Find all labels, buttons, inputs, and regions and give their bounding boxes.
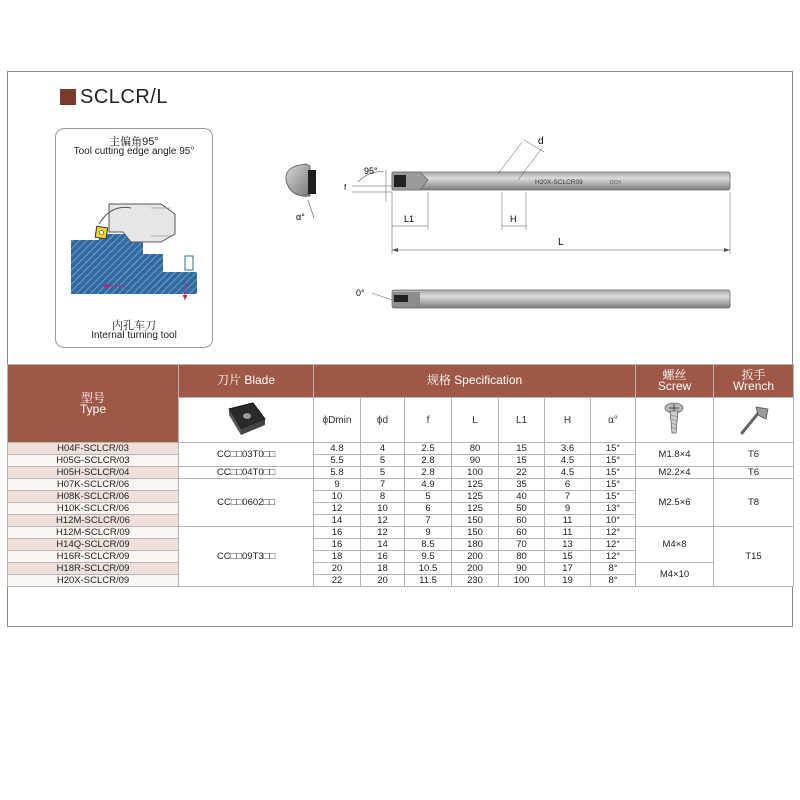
wrench-image: [714, 398, 794, 443]
table-row: H05H-SCLCR/04 CC□□04T0□□ 5.8 5 2.8 100 22 4.5 15° M2.2×4 T6: [8, 467, 794, 479]
tool-marking: H20X-SCLCR09: [535, 179, 583, 186]
insert-top: [394, 175, 406, 187]
sub-f: f: [405, 398, 452, 443]
insert-bottom: [394, 295, 408, 302]
tool-name-en: Internal turning tool: [91, 330, 177, 341]
table-row: H12M-SCLCR/09 CC□□09T3□□ 16 12 9 150 60 11 12° M4×8 T15: [8, 527, 794, 539]
d-label: d: [538, 136, 544, 147]
cutting-angle-diagram: [55, 128, 213, 348]
spec-table: [7, 364, 794, 587]
wrench-cell: T6: [714, 467, 794, 479]
table-header-row: [8, 365, 794, 398]
angle-95-label: 95°: [364, 166, 378, 176]
blade-cell: CC□□03T0□□: [179, 443, 314, 467]
screw-icon: [660, 401, 690, 437]
table-row: H12M-SCLCR/06 14 12 7 150 60 11 10°: [8, 515, 794, 527]
table-row: H16R-SCLCR/09 18 16 9.5 200 80 15 12°: [8, 551, 794, 563]
title-square-icon: [60, 89, 76, 105]
angle-caption-cn: 主偏角95°: [109, 136, 159, 148]
zero-angle-label: 0°: [356, 288, 365, 298]
sub-l1: L1: [499, 398, 545, 443]
blade-cell: CC□□04T0□□: [179, 467, 314, 479]
screw-cell: M2.2×4: [636, 467, 714, 479]
page-title: [60, 86, 168, 108]
tool-name-cn: 内孔车刀: [112, 320, 156, 332]
screw-header: 螺丝 Screw: [636, 365, 714, 398]
wrench-cell: T15: [714, 527, 794, 587]
sub-dmin: ϕDmin: [314, 398, 361, 443]
screw-cell: M4×10: [636, 563, 714, 587]
angle-caption-en: Tool cutting edge angle 95°: [73, 146, 195, 157]
spec-header: 规格 Specification: [314, 365, 636, 398]
table-row: H14Q-SCLCR/09 16 14 8.5 180 70 13 12°: [8, 539, 794, 551]
table-row: H05G-SCLCR/03 5.5 5 2.8 90 15 4.5 15°: [8, 455, 794, 467]
svg-text:DCH: DCH: [610, 180, 621, 186]
blade-cell: CC□□09T3□□: [179, 527, 314, 587]
screw-cell: M1.8×4: [636, 443, 714, 467]
table-row: H07K-SCLCR/06 CC□□0602□□ 9 7 4.9 125 35 6 15° M2.5×6 T8: [8, 479, 794, 491]
table-row: H04F-SCLCR/03 CC□□03T0□□ 4.8 4 2.5 80 15 3.6 15° M1.8×4 T6: [8, 443, 794, 455]
screw-image: [636, 398, 714, 443]
alpha-label: α°: [296, 212, 305, 222]
insert-blade-icon: [223, 399, 269, 439]
sub-alpha: α°: [591, 398, 636, 443]
blade-cell: CC□□0602□□: [179, 479, 314, 527]
blade-header: 刀片 Blade: [179, 365, 314, 398]
sub-d: ϕd: [361, 398, 405, 443]
blade-image: [179, 398, 314, 443]
wrench-cell: T8: [714, 479, 794, 527]
table-row: H10K-SCLCR/06 12 10 6 125 50 9 13°: [8, 503, 794, 515]
tool-bar-bottom: [392, 290, 730, 308]
l1-label: L1: [404, 214, 415, 224]
table-row: H18R-SCLCR/09 20 18 10.5 200 90 17 8° M4×10: [8, 563, 794, 575]
internal-turning-illustration: [71, 164, 197, 314]
wrench-cell: T6: [714, 443, 794, 467]
sub-l: L: [452, 398, 499, 443]
screw-cell: M2.5×6: [636, 479, 714, 527]
tool-dimension-drawing: [280, 130, 740, 315]
type-header: 型号 Type: [8, 365, 179, 443]
screw-cell: M4×8: [636, 527, 714, 563]
end-view-insert: [308, 170, 316, 194]
title-text: SCLCR/L: [80, 85, 168, 108]
sub-h: H: [545, 398, 591, 443]
f-label: f: [344, 183, 347, 192]
table-row: H08K-SCLCR/06 10 8 5 125 40 7 15°: [8, 491, 794, 503]
h-label: H: [510, 214, 517, 224]
l-label: L: [558, 237, 564, 248]
table-row: H20X-SCLCR/09 22 20 11.5 230 100 19 8°: [8, 575, 794, 587]
end-view-shape: [286, 164, 310, 196]
wrench-icon: [734, 401, 774, 437]
wrench-header: 扳手 Wrench: [714, 365, 794, 398]
